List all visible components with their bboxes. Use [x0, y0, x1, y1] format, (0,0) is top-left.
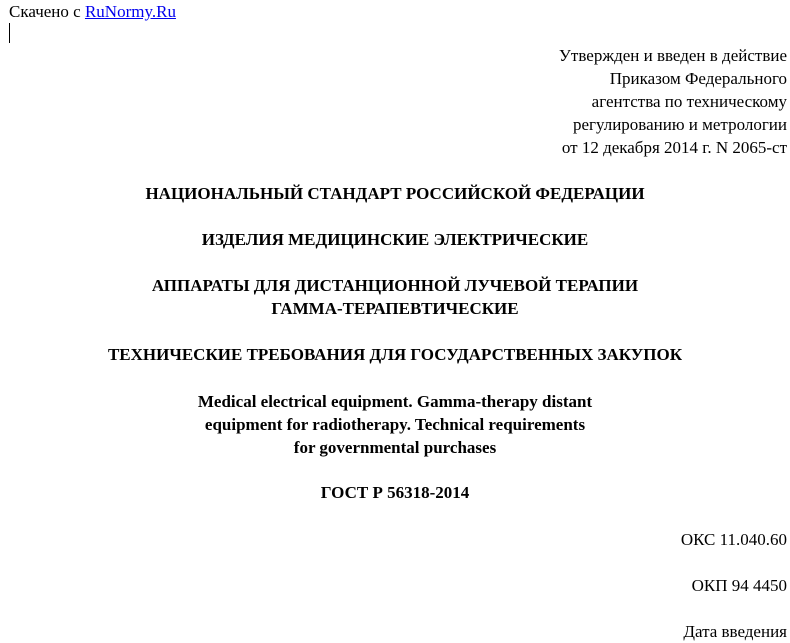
gost-number: ГОСТ Р 56318-2014 — [320, 483, 470, 502]
requirements-heading: ТЕХНИЧЕСКИЕ ТРЕБОВАНИЯ ДЛЯ ГОСУДАРСТВЕННЫХ ЗАКУПОК — [107, 345, 683, 364]
english-title-line: equipment for radiotherapy. Technical requirements — [204, 415, 586, 434]
approval-line: Утвержден и введен в действие — [558, 46, 787, 65]
english-title — [0, 390, 790, 459]
oks-code: ОКС 11.040.60 — [680, 530, 787, 549]
approval-line: от 12 декабря 2014 г. N 2065-ст — [561, 138, 787, 157]
approval-block — [559, 44, 787, 159]
intro-date-label: Дата введения — [683, 622, 787, 641]
download-source-line — [9, 0, 176, 23]
product-group-heading: ИЗДЕЛИЯ МЕДИЦИНСКИЕ ЭЛЕКТРИЧЕСКИЕ — [201, 230, 589, 249]
subject-heading-line: АППАРАТЫ ДЛЯ ДИСТАНЦИОННОЙ ЛУЧЕВОЙ ТЕРАПИИ — [151, 276, 639, 295]
subject-heading-line: ГАММА-ТЕРАПЕВТИЧЕСКИЕ — [271, 299, 519, 318]
approval-line: агентства по техническому — [591, 92, 787, 111]
approval-line: Приказом Федерального — [609, 69, 787, 88]
national-standard-heading: НАЦИОНАЛЬНЫЙ СТАНДАРТ РОССИЙСКОЙ ФЕДЕРАЦИИ — [145, 184, 645, 203]
english-title-line: Medical electrical equipment. Gamma-therapy distant — [197, 392, 593, 411]
runormy-link[interactable]: RuNormy.Ru — [84, 2, 176, 21]
english-title-line: for governmental purchases — [293, 438, 497, 457]
text-cursor — [9, 23, 10, 43]
download-prefix: Скачено с — [9, 2, 85, 21]
approval-line: регулированию и метрологии — [572, 115, 787, 134]
subject-heading — [0, 274, 790, 320]
okp-code: ОКП 94 4450 — [691, 576, 787, 595]
